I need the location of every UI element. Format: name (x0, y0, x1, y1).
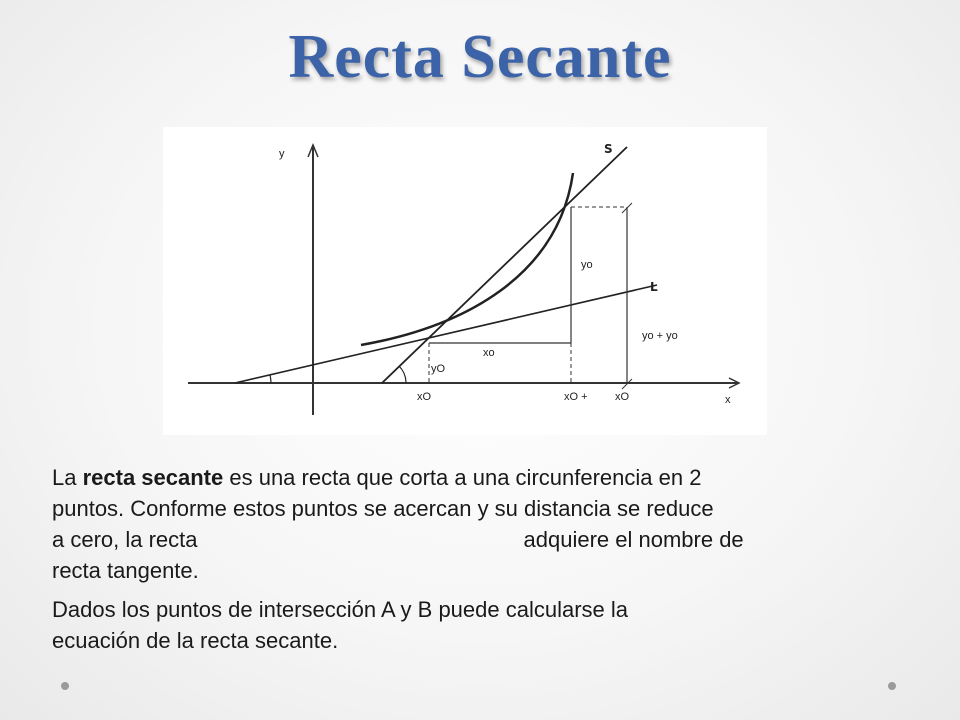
tick-label-x0-second: xO (615, 391, 630, 403)
p1-line3-a: a cero, la recta (52, 527, 198, 552)
tick-label-x0-plus: xO + (564, 391, 588, 403)
p1-lead: La (52, 465, 83, 490)
slide-title: Recta Secante (288, 23, 672, 91)
function-curve (361, 173, 573, 345)
paragraph-definition (52, 462, 932, 586)
axis-x-label: x (725, 394, 731, 406)
p1-line4: recta tangente. (52, 558, 199, 583)
angle-arc-l (270, 375, 271, 383)
label-y0: yO (431, 363, 446, 375)
label-yo: yo (581, 259, 593, 271)
angle-arc-s (399, 366, 406, 383)
p2-line1: Dados los puntos de intersección A y B puede calcularse la (52, 597, 629, 622)
p1-line3-b: adquiere el nombre de (523, 527, 744, 552)
label-xo-segment: xo (483, 347, 495, 359)
tangent-line-l (235, 285, 657, 383)
label-yo-plus-yo: yo + yo (642, 330, 678, 342)
tick-label-x0: xO (417, 391, 432, 403)
decorative-dot-right (888, 682, 896, 690)
p1-bold-term: recta secante (82, 465, 224, 490)
paragraph-calculation (52, 594, 932, 656)
secant-line-diagram (163, 127, 767, 435)
p1-line1-rest: es una recta que corta a una circunferencia en 2 (223, 465, 702, 490)
line-s-label: S (604, 142, 613, 156)
body-text (52, 462, 932, 664)
p2-line2: ecuación de la recta secante. (52, 628, 339, 653)
decorative-dot-left (61, 682, 69, 690)
line-l-label: L (650, 280, 658, 294)
p1-line2: puntos. Conforme estos puntos se acercan y su distancia se reduce (52, 496, 714, 521)
diagram-svg (163, 127, 767, 435)
axis-y-label: y (279, 148, 285, 160)
